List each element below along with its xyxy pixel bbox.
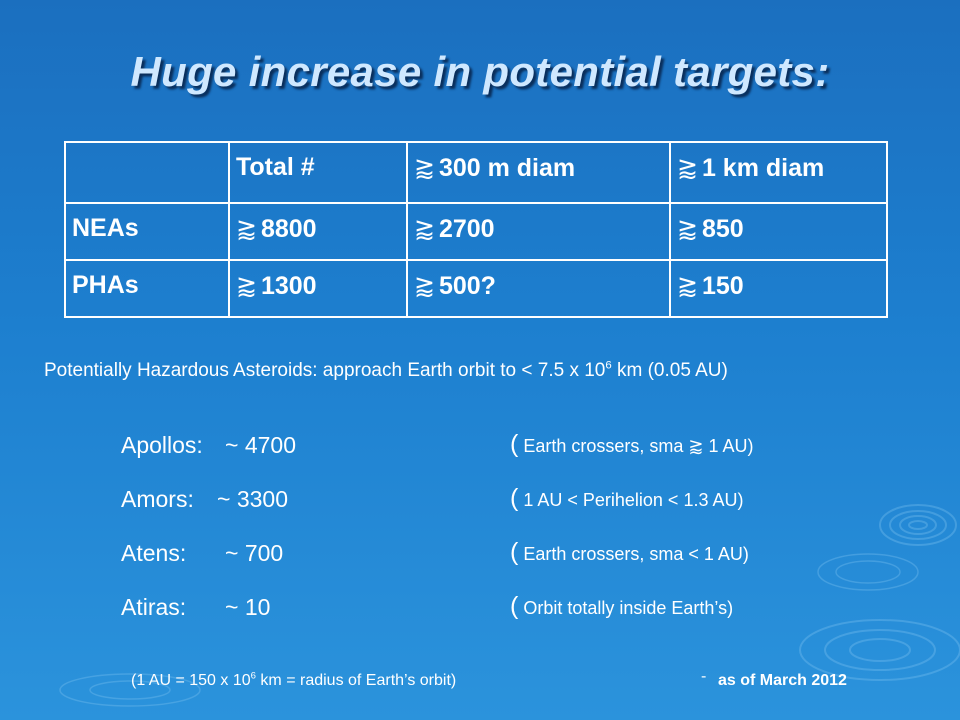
greater-approx-symbol: ⪆ (414, 272, 435, 300)
header-cell-total: Total # (229, 142, 407, 203)
group-count: ~ 3300 (217, 486, 288, 512)
greater-approx-symbol: ⪆ (236, 272, 257, 300)
greater-approx-symbol: ⪆ (677, 154, 698, 182)
cell-1km: ⪆ 850 (670, 203, 887, 260)
greater-approx-symbol: ⪆ (677, 272, 698, 300)
group-count: ~ 700 (225, 540, 284, 566)
cell-300m: ⪆ 2700 (407, 203, 670, 260)
table-header-row (65, 142, 887, 203)
group-name: Amors: (121, 486, 194, 512)
header-cell-empty (65, 142, 229, 203)
greater-approx-symbol: ⪆ (677, 215, 698, 243)
group-description: ( Earth crossers, sma < 1 AU) (510, 538, 749, 566)
au-definition-footnote: (1 AU = 150 x $10^6$ km = radius of Earth’s orbit) (131, 670, 457, 689)
targets-table (64, 141, 888, 318)
table-row (65, 203, 887, 260)
group-name: Atens: (121, 540, 187, 566)
cell-1km: ⪆ 150 (670, 260, 887, 317)
group-description: ( Orbit totally inside Earth’s) (510, 592, 734, 620)
greater-approx-symbol: ⪆ (414, 154, 435, 182)
header-cell-300m: ⪆ 300 m diam (407, 142, 670, 203)
slide-title: Huge increase in potential targets: (130, 48, 830, 95)
header-cell-1km: ⪆ 1 km diam (670, 142, 887, 203)
as-of-date: as of March 2012 (718, 672, 847, 689)
group-count: ~ 10 (225, 594, 271, 620)
group-name: Apollos: (121, 432, 203, 458)
pha-definition-note: Potentially Hazardous Asteroids: approach Earth orbit to < 7.5 x $10^6$ km (0.05 AU) (44, 359, 728, 381)
row-label: NEAs (65, 203, 229, 260)
row-label: PHAs (65, 260, 229, 317)
group-description: ( Earth crossers, sma ⪆ 1 AU) (510, 430, 754, 458)
cell-300m: ⪆ 500? (407, 260, 670, 317)
greater-approx-symbol: ⪆ (414, 215, 435, 243)
group-description: ( 1 AU < Perihelion < 1.3 AU) (510, 484, 744, 512)
cell-total: ⪆ 8800 (229, 203, 407, 260)
table-row (65, 260, 887, 317)
group-count: ~ 4700 (225, 432, 296, 458)
footnote-dash: - (701, 668, 707, 685)
group-name: Atiras: (121, 594, 187, 620)
cell-total: ⪆ 1300 (229, 260, 407, 317)
greater-approx-symbol: ⪆ (236, 215, 257, 243)
